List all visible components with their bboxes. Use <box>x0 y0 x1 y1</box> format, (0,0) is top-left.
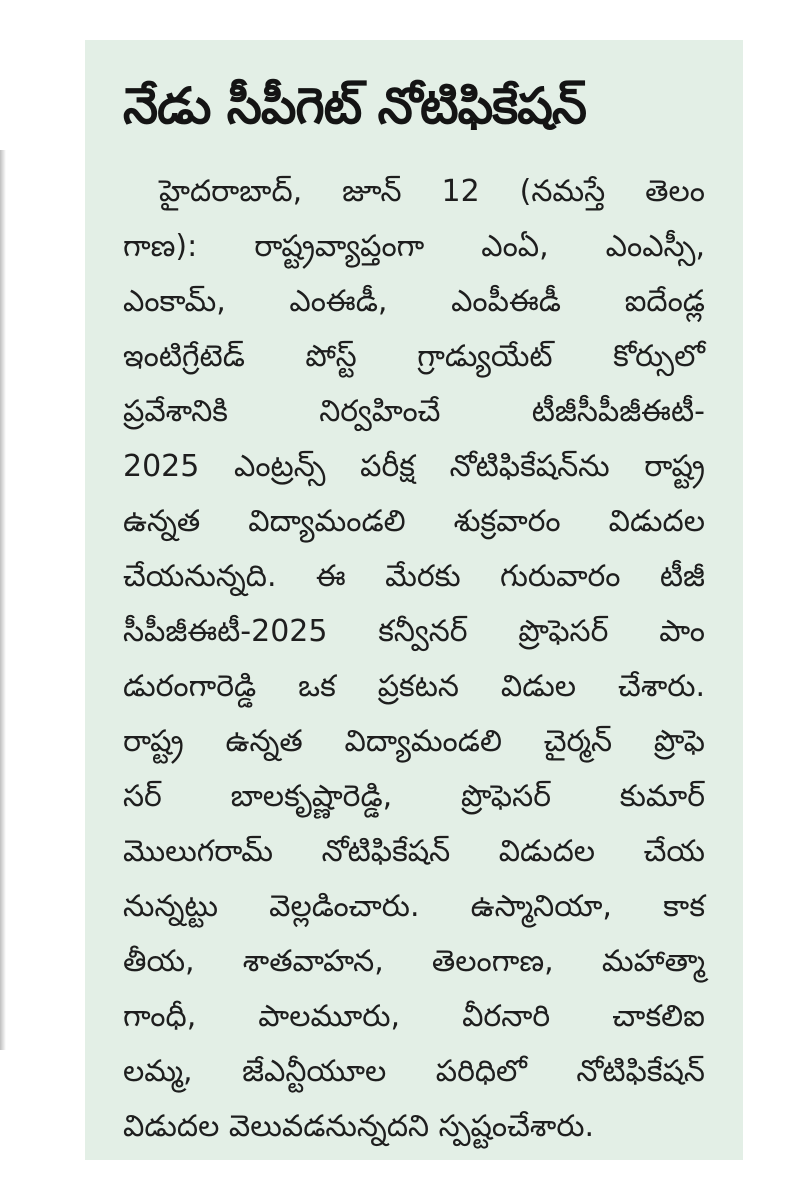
article-line: హైదరాబాద్, జూన్ 12 (నమస్తే తెలం <box>159 174 705 209</box>
article-line: రాష్ట్ర ఉన్నత విద్యామండలి చైర్మన్ ప్రొఫె <box>123 724 705 759</box>
article-line: ఇంటిగ్రేటెడ్ పోస్ట్ గ్రాడ్యుయేట్ కోర్సులో <box>123 339 705 374</box>
article-line: నున్నట్టు వెల్లడించారు. ఉస్మానియా, కాక <box>123 889 705 924</box>
article-line: లమ్మ, జేఎన్టీయూల పరిధిలో నోటిఫికేషన్ <box>123 1054 705 1089</box>
article-line: మొలుగరామ్ నోటిఫికేషన్ విడుదల చేయ <box>123 834 705 869</box>
article-line: సర్ బాలకృష్ణారెడ్డి, ప్రొఫెసర్ కుమార్ <box>123 779 705 814</box>
article-line: ప్రవేశానికి నిర్వహించే టీజీసీపీజీఈటీ- <box>123 394 705 429</box>
page-edge-shadow <box>0 150 6 1050</box>
article-line: గాణ): రాష్ట్రవ్యాప్తంగా ఎంఏ, ఎంఎస్సీ, <box>123 229 705 264</box>
headline: నేడు సీపీగెట్ నోటిఫికేషన్ <box>123 77 586 135</box>
article-line: గాంధీ, పాలమూరు, వీరనారి చాకలిఐ <box>123 999 705 1034</box>
article-line: చేయనున్నది. ఈ మేరకు గురువారం టీజీ <box>123 559 705 594</box>
article-line: ఉన్నత విద్యామండలి శుక్రవారం విడుదల <box>123 504 705 539</box>
article-line: సీపీజీఈటీ-2025 కన్వీనర్ ప్రొఫెసర్ పాం <box>123 614 705 649</box>
newspaper-clipping <box>85 40 743 1160</box>
article-line: ఎంకామ్, ఎంఈడీ, ఎంపీఈడీ ఐదేండ్ల <box>123 284 705 319</box>
article-body <box>123 164 705 1154</box>
article-line: విడుదల వెలువడనున్నదని స్పష్టంచేశారు. <box>123 1109 595 1144</box>
article-line: 2025 ఎంట్రన్స్ పరీక్ష నోటిఫికేషన్‌ను రాష్ట్ర <box>123 449 705 484</box>
article-line: తీయ, శాతవాహన, తెలంగాణ, మహాత్మా <box>123 944 705 979</box>
article-line: డురంగారెడ్డి ఒక ప్రకటన విడుల చేశారు. <box>123 669 705 704</box>
